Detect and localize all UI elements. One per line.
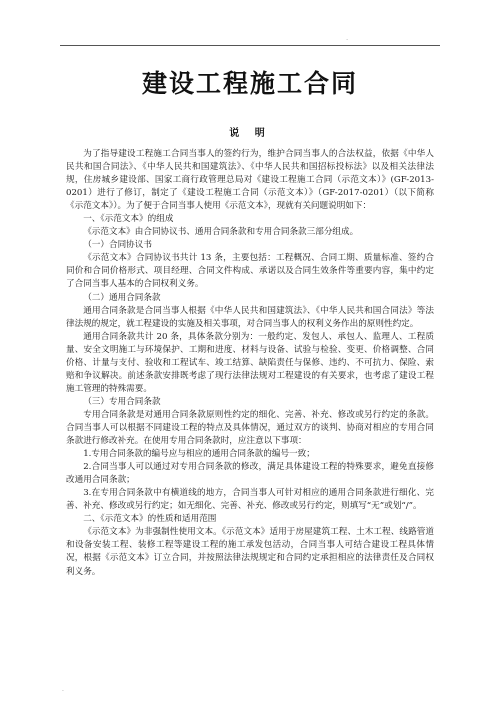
body-paragraph: （二）通用合同条款 — [83, 292, 161, 303]
body-paragraph: 3.在专用合同条款中有横道线的地方，合同当事人可针对相应的通用合同条款进行细化、完善、补充、修改或另行约定；如无细化、完善、补充、修改或另行约定，则填写“无”或划“/”。 — [66, 488, 434, 512]
header-rule — [60, 45, 440, 46]
body-paragraph: 通用合同条款是合同当事人根据《中华人民共和国建筑法》、《中华人民共和国合同法》等法律法规的规定，就工程建设的实施及相关事项，对合同当事人的权利义务作出的原则性约定。 — [66, 305, 434, 329]
body-paragraph: 通用合同条款共计 20 条，具体条款分别为：一般约定、发包人、承包人、监理人、工程质量、安全文明施工与环境保护、工期和进度、材料与设备、试验与检验、变更、价格调整、合同价格、计量与支付、验收和工程试车、竣工结算、缺陷责任与保修、违约、不可抗力、保险、索赔和争议解决。前述条款安排既考虑了现行法律法规对工程建设的有关要求，也考虑了建设工程施工管理的特殊需要。 — [66, 331, 434, 394]
body-paragraph: （一）合同协议书 — [83, 240, 152, 251]
document-title: 建设工程施工合同 — [141, 69, 358, 98]
body-paragraph: 为了指导建设工程施工合同当事人的签约行为，维护合同当事人的合法权益，依据《中华人民共和国合同法》、《中华人民共和国建筑法》、《中华人民共和国招标投标法》以及相关法律法规，住房城乡建设部、国家工商行政管理总局对《建设工程施工合同（示范文本）》(GF-2013-0201）进行了修订，制定了《建设工程施工合同（示范文本）》（GF-2017-0201）（以下简称《示范文本》）。为了便于合同当事人使用《示范文本》，现就有关问题说明如下： — [66, 149, 434, 212]
body-paragraph: （三）专用合同条款 — [83, 396, 161, 407]
body-paragraph: 1.专用合同条款的编号应与相应的通用合同条款的编号一致； — [83, 449, 315, 460]
body-paragraph: 专用合同条款是对通用合同条款原则性约定的细化、完善、补充、修改或另行约定的条款。合同当事人可以根据不同建设工程的特点及具体情况，通过双方的谈判、协商对相应的专用合同条款进行修改补充。在使用专用合同条款时，应注意以下事项： — [66, 409, 434, 447]
body-paragraph: 二、《示范文本》的性质和适用范围 — [83, 514, 217, 525]
body-paragraph: 2.合同当事人可以通过对专用合同条款的修改，满足具体建设工程的特殊要求，避免直接修改通用合同条款； — [66, 462, 434, 486]
body-paragraph: 《示范文本》为非强制性使用文本。《示范文本》适用于房屋建筑工程、土木工程、线路管道和设备安装工程、装修工程等建设工程的施工承发包活动，合同当事人可结合建设工程具体情况，根据《示范文本》订立合同，并按照法律法规规定和合同约定承担相应的法律责任及合同权利义务。 — [66, 527, 434, 577]
body-paragraph: 一、《示范文本》的组成 — [83, 214, 174, 225]
document-subtitle: 说 明 — [229, 128, 271, 139]
body-paragraph: 《示范文本》由合同协议书、通用合同条款和专用合同条款三部分组成。 — [83, 227, 359, 238]
footer-mark: . — [62, 686, 64, 693]
document-body — [66, 148, 434, 579]
body-paragraph: 《示范文本》合同协议书共计 13 条，主要包括：工程概况、合同工期、质量标准、签约合同价和合同价格形式、项目经理、合同文件构成、承诺以及合同生效条件等重要内容，集中约定了合同当事人基本的合同权利义务。 — [66, 253, 434, 290]
header-mark: . — [346, 35, 348, 42]
